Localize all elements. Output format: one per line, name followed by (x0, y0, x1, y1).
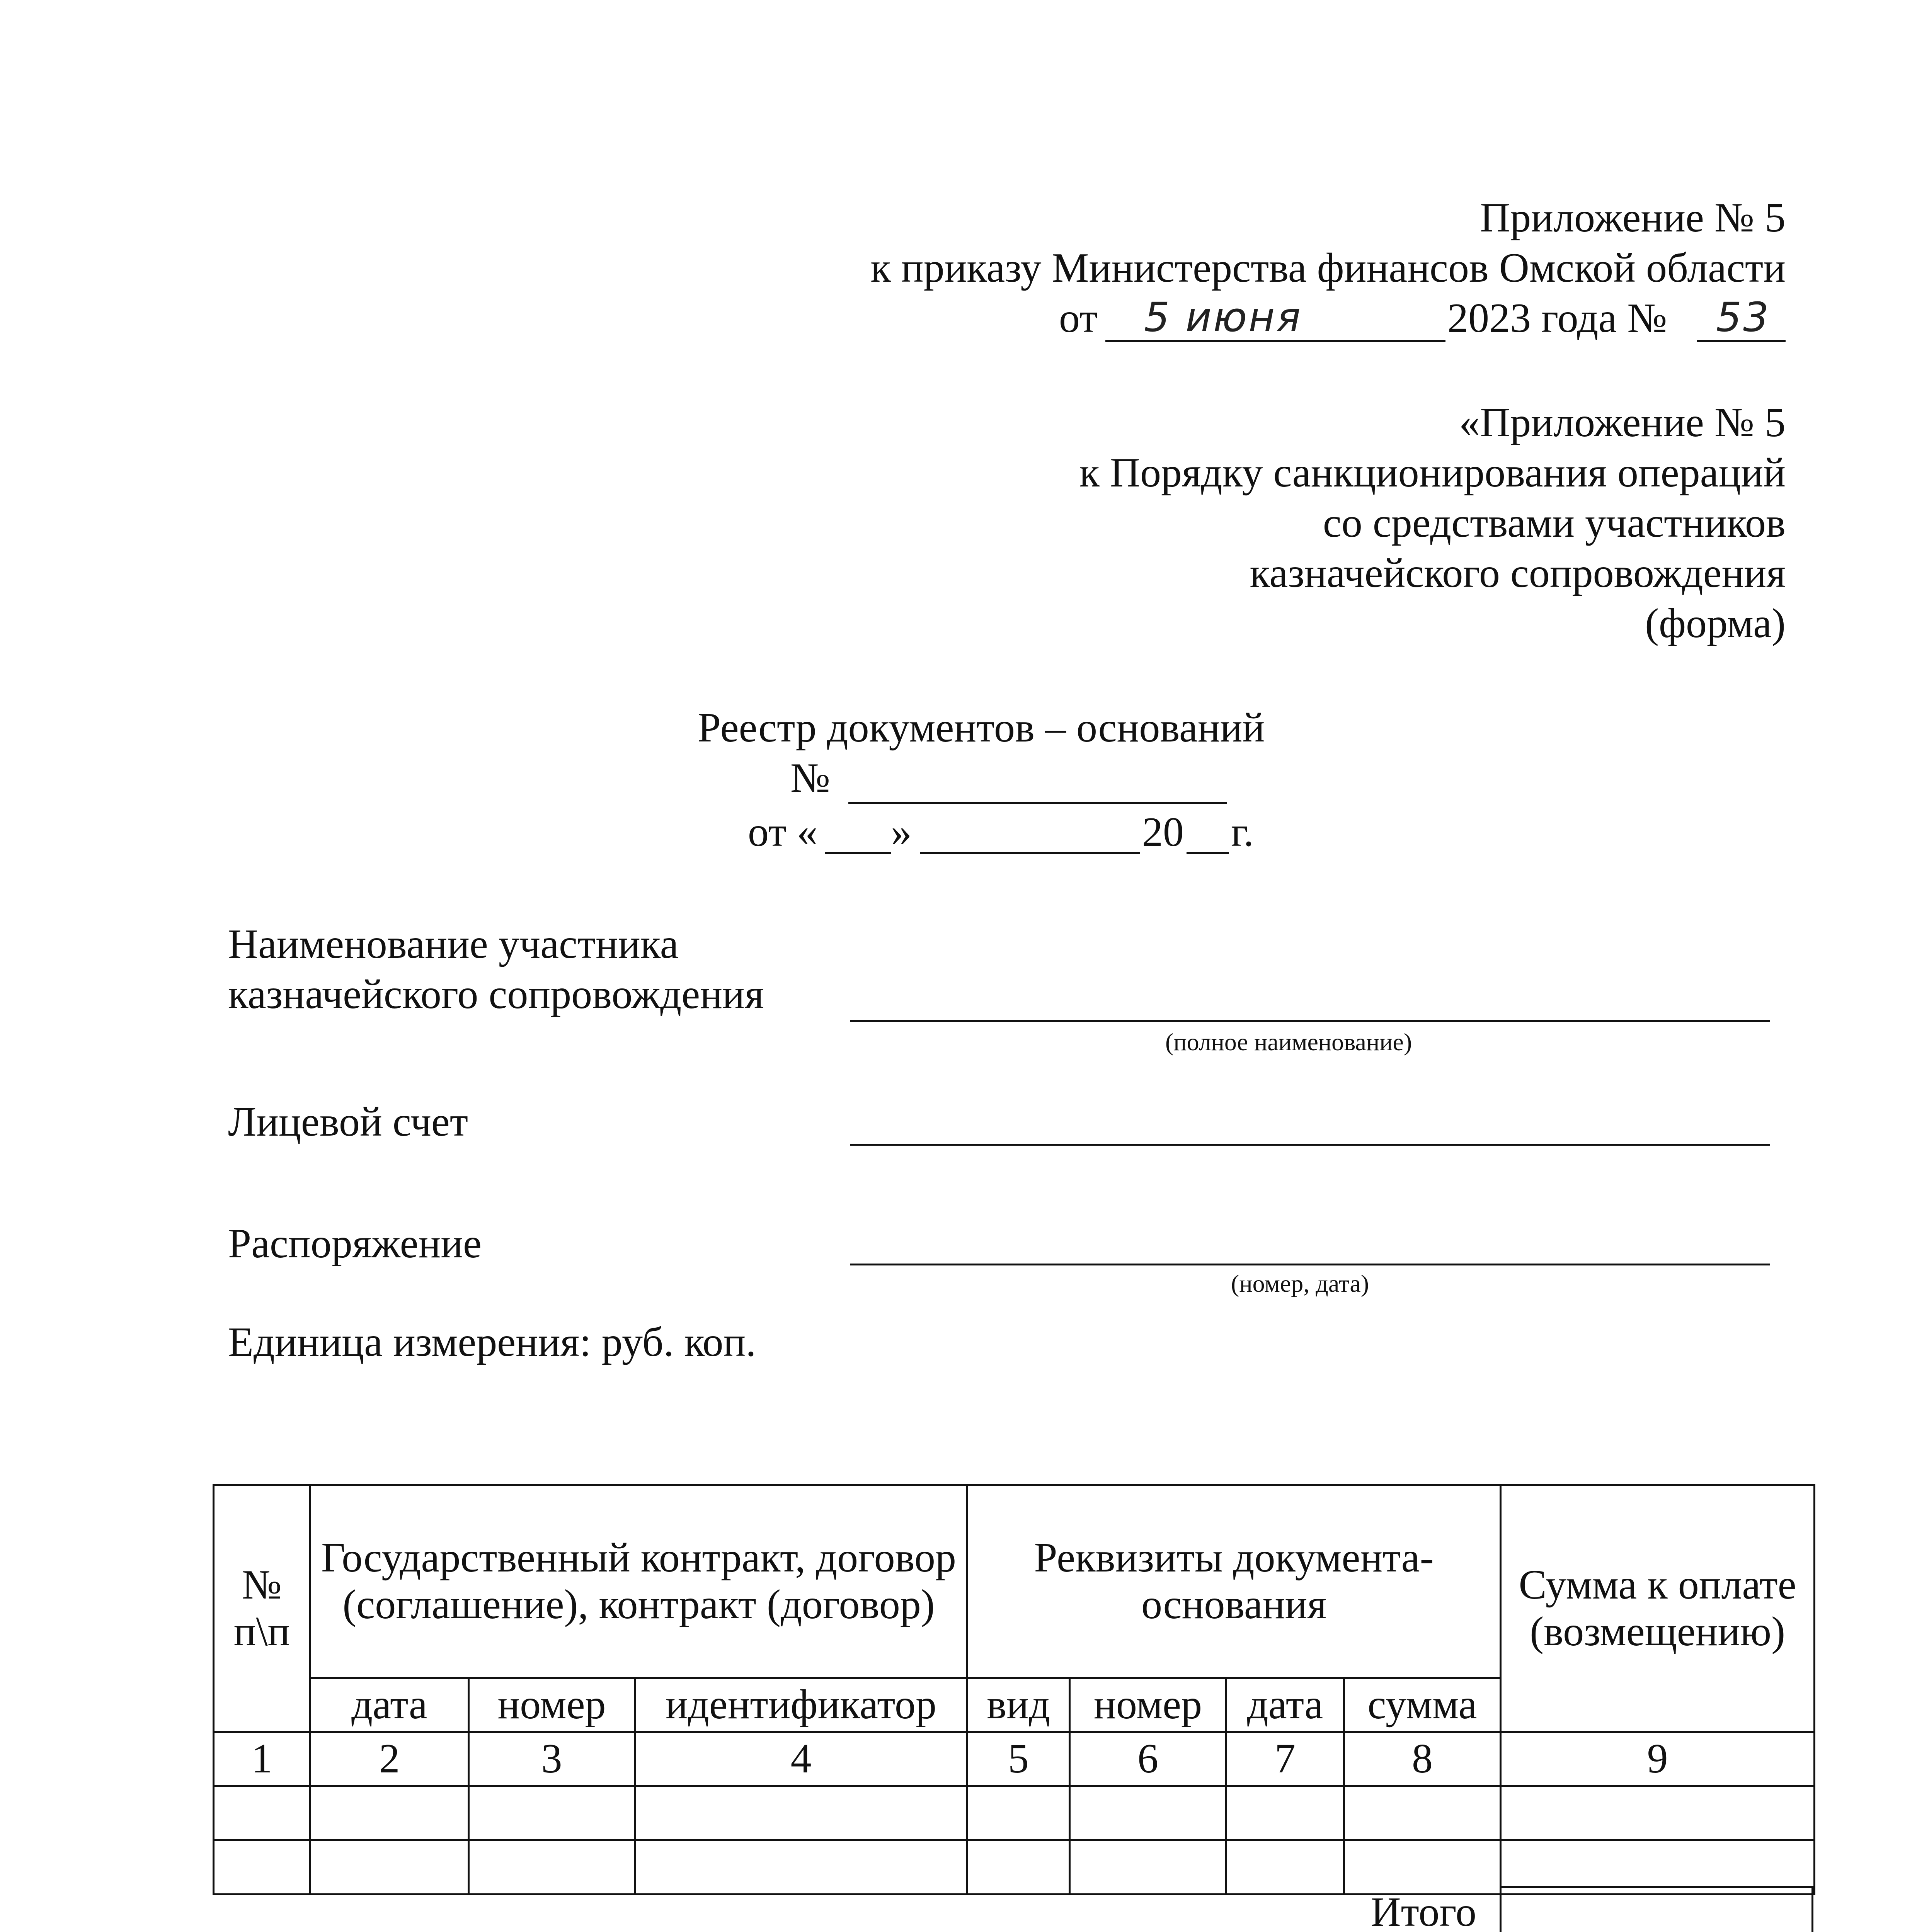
register-date-from: от « (748, 809, 818, 855)
order-date-handwritten: 5 июня (1144, 294, 1302, 341)
table-cell (310, 1786, 469, 1840)
subheader-date: дата (310, 1678, 469, 1732)
subheader-kind: вид (967, 1678, 1070, 1732)
table-cell (967, 1786, 1070, 1840)
table-cell (1344, 1786, 1501, 1840)
table-cell (967, 1840, 1070, 1895)
order-year-text: 2023 года № (1447, 295, 1667, 341)
col-number-5: 5 (967, 1732, 1070, 1786)
procedure-line-3: со средствами участников (1323, 500, 1786, 546)
subheader-date-2: дата (1226, 1678, 1344, 1732)
col-number-7: 7 (1226, 1732, 1344, 1786)
order-label: Распоряжение (228, 1221, 482, 1267)
col-number-3: 3 (469, 1732, 635, 1786)
table-cell (469, 1786, 635, 1840)
subheader-number: номер (469, 1678, 635, 1732)
header-requisites: Реквизиты документа-основания (967, 1485, 1501, 1678)
participant-name-line (850, 1020, 1770, 1022)
table-cell (1344, 1840, 1501, 1895)
account-line (850, 1144, 1770, 1146)
procedure-appendix-title: «Приложение № 5 (1459, 400, 1786, 446)
procedure-line-4: казначейского сопровождения (1250, 550, 1786, 596)
account-label: Лицевой счет (228, 1099, 468, 1145)
table-cell (310, 1840, 469, 1895)
participant-name-hint: (полное наименование) (1165, 1028, 1412, 1056)
subheader-number-2: номер (1070, 1678, 1226, 1732)
register-table (213, 1484, 1815, 1895)
table-cell (1226, 1840, 1344, 1895)
register-number-line (848, 802, 1227, 804)
col-number-2: 2 (310, 1732, 469, 1786)
register-year-line (1187, 852, 1229, 854)
col-number-6: 6 (1070, 1732, 1226, 1786)
subheader-identifier: идентификатор (635, 1678, 967, 1732)
order-appendix-title: Приложение № 5 (1480, 195, 1786, 241)
participant-label-2: казначейского сопровождения (228, 971, 764, 1017)
order-hint: (номер, дата) (1231, 1270, 1369, 1297)
col-number-8: 8 (1344, 1732, 1501, 1786)
table-cell (1501, 1786, 1815, 1840)
table-cell (1226, 1786, 1344, 1840)
participant-label-1: Наименование участника (228, 921, 679, 967)
total-label: Итого (1371, 1889, 1476, 1932)
form-label: (форма) (1645, 600, 1786, 646)
procedure-line-2: к Порядку санкционирования операций (1079, 450, 1786, 496)
order-number-handwritten: 53 (1716, 294, 1771, 341)
column-number-row (214, 1732, 1815, 1786)
register-title: Реестр документов – оснований (698, 705, 1265, 751)
table-cell (214, 1786, 310, 1840)
order-reference: к приказу Министерства финансов Омской области (870, 245, 1786, 291)
table-row (214, 1786, 1815, 1840)
register-month-line (920, 852, 1140, 854)
order-date-prefix: от (1059, 295, 1098, 341)
table-cell (1070, 1786, 1226, 1840)
unit-label: Единица измерения: руб. коп. (228, 1319, 756, 1365)
table-cell (214, 1840, 310, 1895)
col-number-1: 1 (214, 1732, 310, 1786)
order-line (850, 1264, 1770, 1265)
table-cell (635, 1786, 967, 1840)
header-sum: Сумма к оплате (возмещению) (1501, 1485, 1815, 1732)
table-cell (1070, 1840, 1226, 1895)
register-number-label: № (790, 755, 831, 801)
register-day-line (825, 852, 891, 854)
col-number-4: 4 (635, 1732, 967, 1786)
register-year-prefix: 20 (1142, 809, 1184, 855)
header-number: № п\п (214, 1485, 310, 1732)
header-contract: Государственный контракт, договор (соглашение), контракт (договор) (310, 1485, 967, 1678)
subheader-sum: сумма (1344, 1678, 1501, 1732)
table-cell (469, 1840, 635, 1895)
table-cell (635, 1840, 967, 1895)
col-number-9: 9 (1501, 1732, 1815, 1786)
register-year-suffix: г. (1231, 809, 1254, 855)
total-value-box (1500, 1886, 1813, 1932)
register-date-quote: » (891, 809, 912, 855)
